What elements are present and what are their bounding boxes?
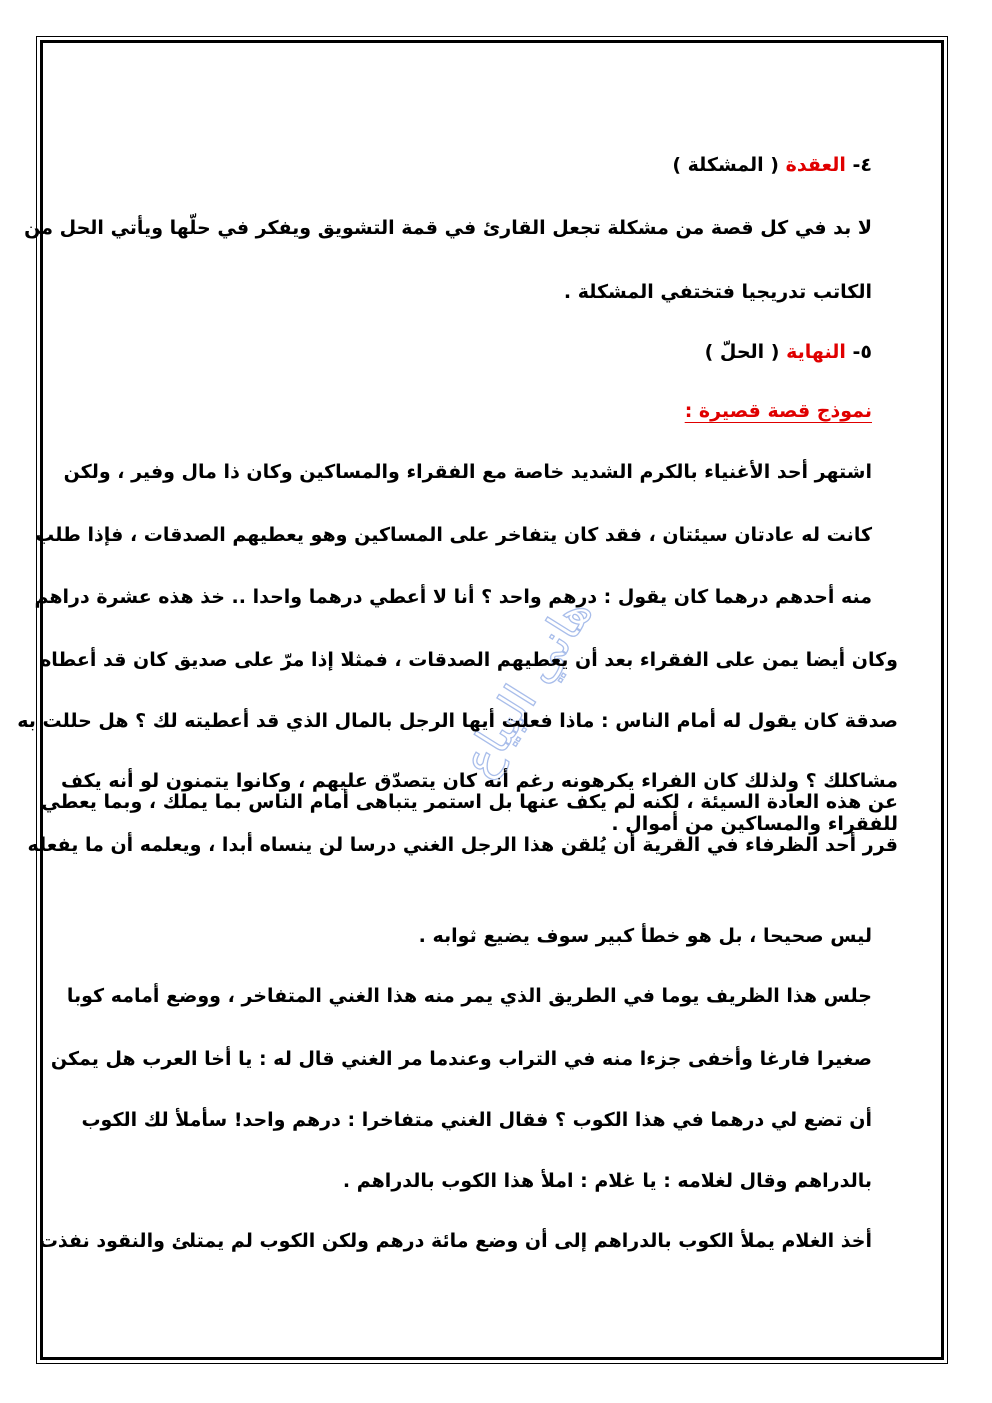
section-4-title: العقدة [785,154,846,176]
section-4-number: ٤- [852,154,872,176]
story-line: اشتهر أحد الأغنياء بالكرم الشديد خاصة مع الفقراء والمساكين وكان ذا مال وفير ، ولكن [63,461,872,483]
section-5-number: ٥- [852,341,872,363]
story-line: أخذ الغلام يملأ الكوب بالدراهم إلى أن وضع مائة درهم ولكن الكوب لم يمتلئ والنقود نفذت [38,1230,872,1252]
story-line: صدقة كان يقول له أمام الناس : ماذا فعلت أيها الرجل بالمال الذي قد أعطيته لك ؟ هل حللت به [17,710,898,732]
story-line: منه أحدهم درهما كان يقول : درهم واحد ؟ أنا لا أعطي درهما واحدا .. خذ هذه عشرة دراهم [34,586,872,608]
story-line: للفقراء والمساكين من أموال . [611,812,898,835]
section-4-subtitle: ( المشكلة ) [672,154,779,176]
story-heading: نموذج قصة قصيرة : [684,400,872,422]
paragraph-line: الكاتب تدريجيا فتختفي المشكلة . [563,281,872,303]
svg-text:هاني البياع: هاني البياع [450,587,603,786]
story-block [27,770,898,856]
section-4-heading [672,156,872,175]
story-line: بالدراهم وقال لغلامه : يا غلام : املأ هذا الكوب بالدراهم . [342,1170,872,1192]
story-line: ليس صحيحا ، بل هو خطأ كبير سوف يضيع ثوابه . [418,925,872,947]
story-line: مشاكلك ؟ ولذلك كان الفراء يكرهونه رغم أنه كان يتصدّق عليهم ، وكانوا يتمنون لو أنه يكف [60,770,898,792]
story-line: كانت له عادتان سيئتان ، فقد كان يتفاخر على المساكين وهو يعطيهم الصدقات ، فإذا طلب [35,524,872,546]
story-line: جلس هذا الظريف يوما في الطريق الذي يمر منه هذا الغني المتفاخر ، ووضع أمامه كوبا [66,985,872,1007]
story-line: صغيرا فارغا وأخفى جزءا منه في التراب وعندما مر الغني قال له : يا أخا العرب هل يمكن [50,1048,872,1070]
section-5-heading [705,343,872,362]
story-line: أن تضع لي درهما في هذا الكوب ؟ فقال الغني متفاخرا : درهم واحد! سأملأ لك الكوب [81,1109,872,1131]
story-line: وكان أيضا يمن على الفقراء بعد أن يعطيهم الصدقات ، فمثلا إذا مرّ على صديق كان قد أعطاه [40,649,898,671]
story-line: عن هذه العادة السيئة ، لكنه لم يكف عنها بل استمر يتباهى أمام الناس بما يملك ، وبما يعطي [41,791,898,814]
section-5-subtitle: ( الحلّ ) [704,341,780,363]
paragraph-line: لا بد في كل قصة من مشكلة تجعل القارئ في قمة التشويق ويفكر في حلّها ويأتي الحل من [24,217,872,239]
story-line: قرر أحد الظرفاء في القرية أن يُلقن هذا الرجل الغني درسا لن ينساه أبدا ، ويعلمه أن ما يفعله [27,833,898,856]
section-5-title: النهاية [786,341,846,363]
